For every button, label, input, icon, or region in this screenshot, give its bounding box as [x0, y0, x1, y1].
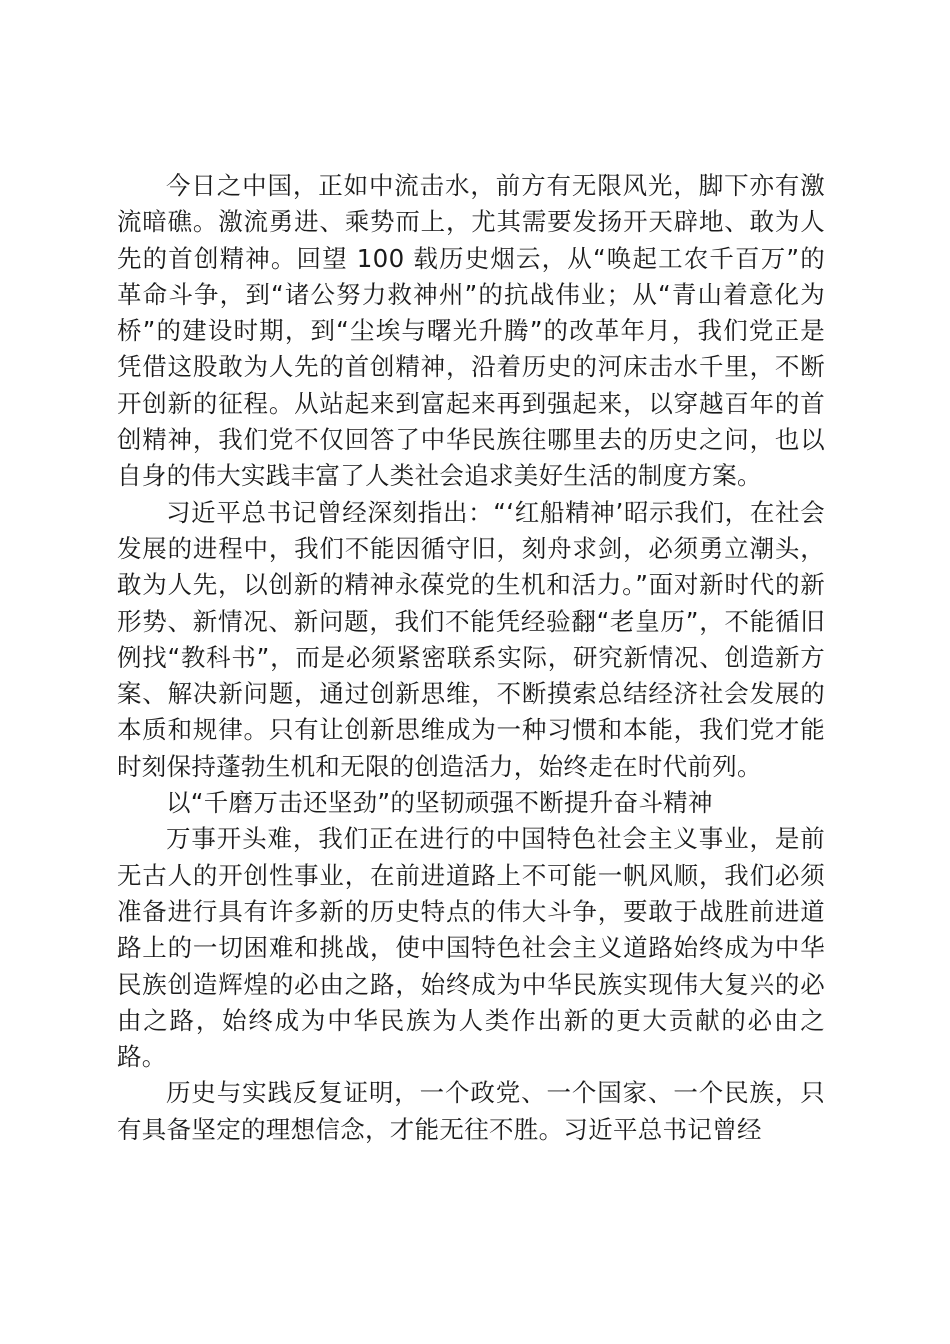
paragraph-pioneering-spirit: 今日之中国，正如中流击水，前方有无限风光，脚下亦有激流暗礁。激流勇进、乘势而上，尤其需要发扬开天辟地、敢为人先的首创精神。回望 100 载历史烟云，从“唤起工农千百万”的革命斗争，到“诸公努力救神州”的抗战伟业；从“青山着意化为桥”的建设时期，到“尘埃与曙光升腾”的改革年月，我们党正是凭借这股敢为人先的首创精神，沿着历史的河床击水千里，不断开创新的征程。从站起来到富起来再到强起来，以穿越百年的首创精神，我们党不仅回答了中华民族往哪里去的历史之问，也以自身的伟大实践丰富了人类社会追求美好生活的制度方案。 [117, 171, 825, 491]
paragraph-ideals-beliefs: 历史与实践反复证明，一个政党、一个国家、一个民族，只有具备坚定的理想信念，才能无往不胜。习近平总书记曾经 [117, 1078, 825, 1144]
document-body [117, 168, 825, 1148]
section-heading: 以“千磨万击还坚劲”的坚韧顽强不断提升奋斗精神 [166, 788, 713, 818]
paragraph-red-boat-spirit: 习近平总书记曾经深刻指出：“‘红船精神’昭示我们，在社会发展的进程中，我们不能因循守旧，刻舟求剑，必须勇立潮头，敢为人先，以创新的精神永葆党的生机和活力。”面对新时代的新形势、新情况、新问题，我们不能凭经验翻“老皇历”，不能循旧例找“教科书”，而是必须紧密联系实际，研究新情况、创造新方案、解决新问题，通过创新思维，不断摸索总结经济社会发展的本质和规律。只有让创新思维成为一种习惯和本能，我们党才能时刻保持蓬勃生机和无限的创造活力，始终走在时代前列。 [117, 497, 825, 781]
paragraph-great-struggle: 万事开头难，我们正在进行的中国特色社会主义事业，是前无古人的开创性事业，在前进道路上不可能一帆风顺，我们必须准备进行具有许多新的历史特点的伟大斗争，要敢于战胜前进道路上的一切困难和挑战，使中国特色社会主义道路始终成为中华民族创造辉煌的必由之路，始终成为中华民族实现伟大复兴的必由之路，始终成为中华民族为人类作出新的更大贡献的必由之路。 [117, 824, 825, 1072]
